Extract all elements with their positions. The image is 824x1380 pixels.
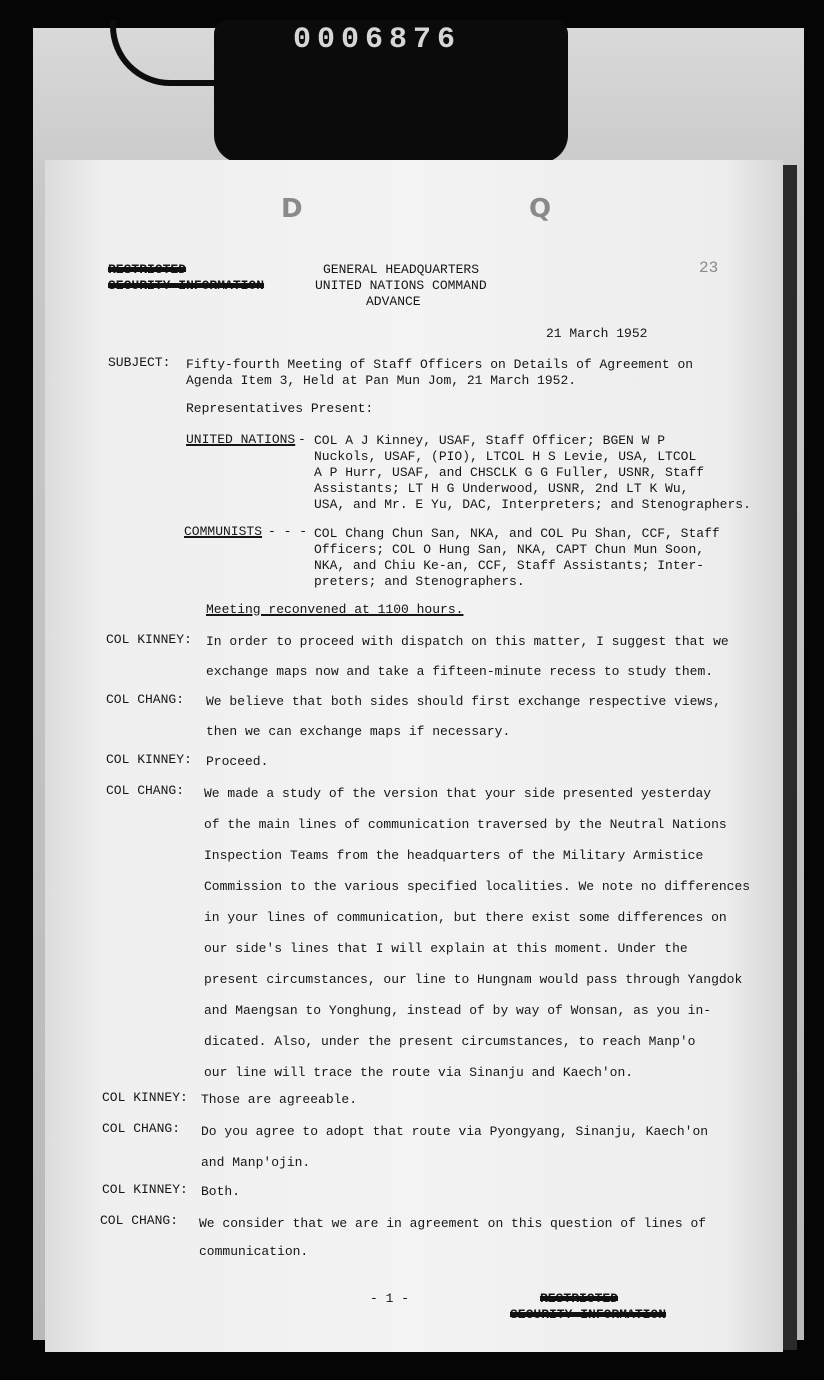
dialogue-line: and Manp'ojin. <box>201 1155 311 1170</box>
header-line3: ADVANCE <box>366 294 421 309</box>
dialogue-line: present circumstances, our line to Hungnam would pass through Yangdok <box>204 972 743 987</box>
dialogue-line: exchange maps now and take a fifteen-minute recess to study them. <box>206 664 714 679</box>
header-line1: GENERAL HEADQUARTERS <box>323 262 480 277</box>
representatives-heading: Representatives Present: <box>186 401 374 416</box>
dialogue-line: Proceed. <box>206 754 269 769</box>
page-mark: 23 <box>699 259 719 277</box>
communists-label: COMMUNISTS <box>184 524 263 539</box>
dialogue-line: Those are agreeable. <box>201 1092 358 1107</box>
dialogue-line: We consider that we are in agreement on this question of lines of <box>199 1216 707 1231</box>
dialogue-line: of the main lines of communication traversed by the Neutral Nations <box>204 817 727 832</box>
speaker-label: COL CHANG: <box>106 692 185 707</box>
communists-line: preters; and Stenographers. <box>314 574 525 589</box>
document-date: 21 March 1952 <box>546 326 648 341</box>
dialogue-line: our side's lines that I will explain at this moment. Under the <box>204 941 688 956</box>
dialogue-line: then we can exchange maps if necessary. <box>206 724 511 739</box>
speaker-label: COL CHANG: <box>102 1121 181 1136</box>
un-dash: - <box>298 432 306 447</box>
dialogue-line: dicated. Also, under the present circumstances, to reach Manp'o <box>204 1034 696 1049</box>
subject-line1: Fifty-fourth Meeting of Staff Officers on Details of Agreement on <box>186 357 694 372</box>
subject-line2: Agenda Item 3, Held at Pan Mun Jom, 21 March 1952. <box>186 373 577 388</box>
communists-dash: - - - <box>268 524 308 539</box>
header-line2: UNITED NATIONS COMMAND <box>315 278 487 293</box>
communists-line: NKA, and Chiu Ke-an, CCF, Staff Assistants; Inter- <box>314 558 705 573</box>
un-line: Assistants; LT H G Underwood, USNR, 2nd LT K Wu, <box>314 481 689 496</box>
dialogue-line: communication. <box>199 1244 309 1259</box>
communists-line: COL Chang Chun San, NKA, and COL Pu Shan, CCF, Staff <box>314 526 720 541</box>
dialogue-line: in your lines of communication, but there exist some differences on <box>204 910 727 925</box>
dialogue-line: Both. <box>201 1184 241 1199</box>
punch-hole-left: D <box>281 194 303 224</box>
un-line: Nuckols, USAF, (PIO), LTCOL H S Levie, USA, LTCOL <box>314 449 697 464</box>
dialogue-line: We made a study of the version that your side presented yesterday <box>204 786 712 801</box>
meeting-reconvened: Meeting reconvened at 1100 hours. <box>206 602 464 617</box>
dialogue-line: Inspection Teams from the headquarters of the Military Armistice <box>204 848 704 863</box>
classification-top-line1: RESTRICTED <box>108 262 187 277</box>
classification-top-line2: SECURITY INFORMATION <box>108 278 265 293</box>
classification-bottom-line2: SECURITY INFORMATION <box>510 1307 667 1322</box>
punch-hole-right: Q <box>529 194 552 224</box>
subject-label: SUBJECT: <box>108 355 171 370</box>
un-line: USA, and Mr. E Yu, DAC, Interpreters; and Stenographers. <box>314 497 751 512</box>
speaker-label: COL KINNEY: <box>102 1090 188 1105</box>
un-label: UNITED NATIONS <box>186 432 296 447</box>
sheet-shadow-edge <box>783 165 797 1350</box>
dialogue-line: our line will trace the route via Sinanju and Kaech'on. <box>204 1065 634 1080</box>
speaker-label: COL KINNEY: <box>106 752 192 767</box>
classification-bottom-line1: RESTRICTED <box>540 1291 619 1306</box>
dialogue-line: Do you agree to adopt that route via Pyongyang, Sinanju, Kaech'on <box>201 1124 709 1139</box>
speaker-label: COL KINNEY: <box>106 632 192 647</box>
page-number: - 1 - <box>370 1291 410 1306</box>
dialogue-line: In order to proceed with dispatch on this matter, I suggest that we <box>206 634 729 649</box>
communists-line: Officers; COL O Hung San, NKA, CAPT Chun Mun Soon, <box>314 542 705 557</box>
dialogue-line: and Maengsan to Yonghung, instead of by way of Wonsan, as you in- <box>204 1003 712 1018</box>
speaker-label: COL CHANG: <box>106 783 185 798</box>
speaker-label: COL CHANG: <box>100 1213 179 1228</box>
dialogue-line: We believe that both sides should first exchange respective views, <box>206 694 721 709</box>
un-line: A P Hurr, USAF, and CHSCLK G G Fuller, USNR, Staff <box>314 465 705 480</box>
frame-counter-number: 0006876 <box>292 23 462 57</box>
un-line: COL A J Kinney, USAF, Staff Officer; BGEN W P <box>314 433 666 448</box>
speaker-label: COL KINNEY: <box>102 1182 188 1197</box>
dialogue-line: Commission to the various specified localities. We note no differences <box>204 879 751 894</box>
